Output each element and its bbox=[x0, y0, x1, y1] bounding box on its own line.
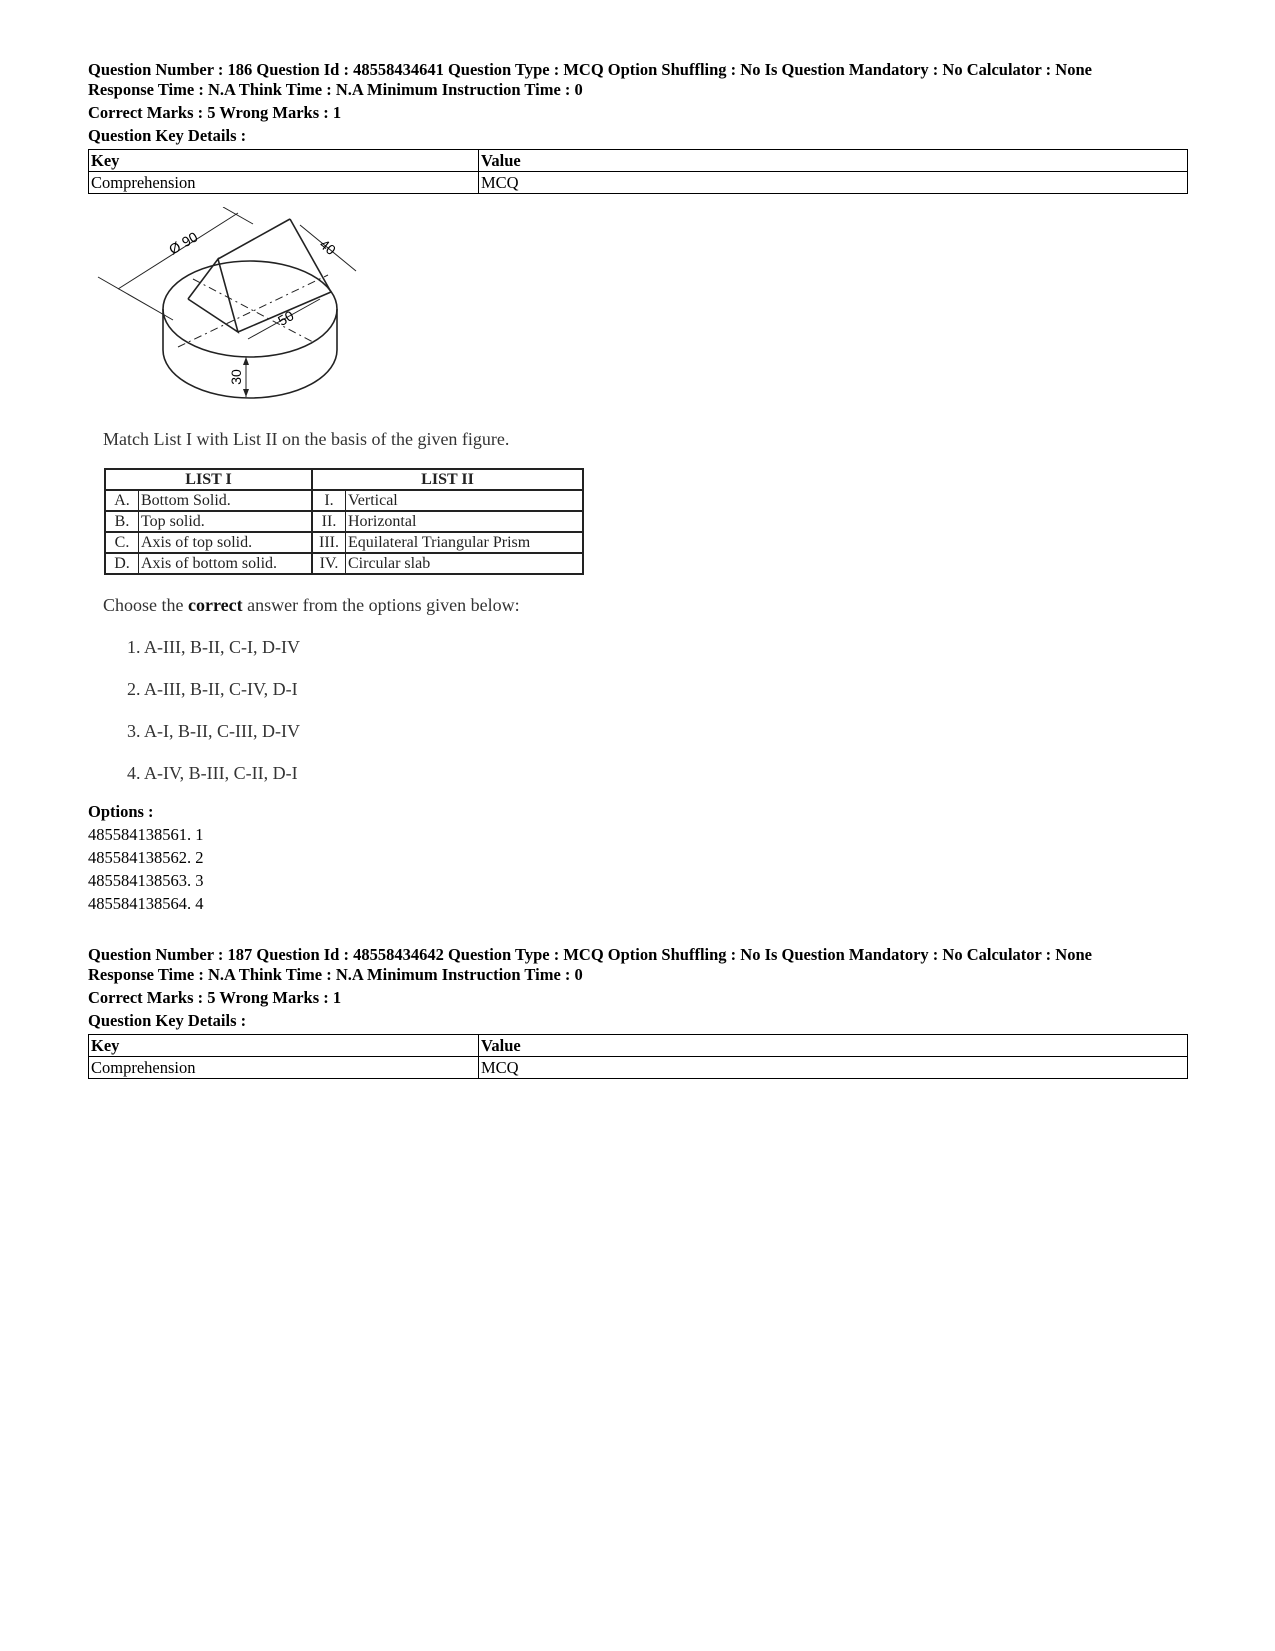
row-key: Comprehension bbox=[89, 172, 479, 194]
extension-line-left bbox=[98, 277, 173, 320]
marks-line: Correct Marks : 5 Wrong Marks : 1 bbox=[88, 988, 342, 1007]
match-instruction: Match List I with List II on the basis of the given figure. bbox=[103, 429, 510, 449]
arrow-head-icon bbox=[243, 357, 249, 365]
table-row bbox=[105, 553, 583, 574]
table-row bbox=[89, 172, 1188, 194]
col-value-header: Value bbox=[479, 150, 1188, 172]
cylinder-prism-drawing bbox=[88, 207, 388, 417]
list1-item: Top solid. bbox=[139, 511, 313, 532]
extension-line-top bbox=[223, 207, 253, 224]
question-header-line1: Question Number : 186 Question Id : 48558434641 Question Type : MCQ Option Shuffling : No Is Question Mandatory : No Calculator : None bbox=[88, 60, 1092, 79]
dim-diameter-label: Ø 90 bbox=[166, 228, 201, 258]
question-header-line2: Response Time : N.A Think Time : N.A Minimum Instruction Time : 0 bbox=[88, 965, 583, 984]
option-item: 485584138564. 4 bbox=[88, 894, 204, 913]
option-item: 485584138561. 1 bbox=[88, 825, 204, 844]
list2-numeral: II. bbox=[312, 511, 346, 532]
question-186 bbox=[88, 60, 1186, 915]
choose-text-bold: correct bbox=[188, 595, 243, 615]
isometric-figure bbox=[88, 207, 388, 417]
question-187 bbox=[88, 945, 1186, 1079]
marks-line: Correct Marks : 5 Wrong Marks : 1 bbox=[88, 103, 342, 122]
list1-letter: A. bbox=[105, 490, 139, 511]
dim-30-label: 30 bbox=[227, 369, 244, 385]
list2-header: LIST II bbox=[312, 469, 583, 490]
list2-item: Vertical bbox=[346, 490, 584, 511]
list1-letter: B. bbox=[105, 511, 139, 532]
option-item: 485584138563. 3 bbox=[88, 871, 204, 890]
col-value-header: Value bbox=[479, 1035, 1188, 1057]
table-header-row bbox=[89, 150, 1188, 172]
table-header-row bbox=[89, 1035, 1188, 1057]
answer-choice: 3. A-I, B-II, C-III, D-IV bbox=[127, 721, 300, 741]
list2-item: Equilateral Triangular Prism bbox=[346, 532, 584, 553]
match-lists-table bbox=[104, 468, 584, 575]
dim-40-label: 40 bbox=[316, 235, 339, 259]
list1-item: Bottom Solid. bbox=[139, 490, 313, 511]
question-header-line1: Question Number : 187 Question Id : 48558434642 Question Type : MCQ Option Shuffling : No Is Question Mandatory : No Calculator : None bbox=[88, 945, 1092, 964]
list1-item: Axis of top solid. bbox=[139, 532, 313, 553]
dim-50-label: 50 bbox=[275, 307, 297, 329]
table-row bbox=[105, 532, 583, 553]
answer-choice: 2. A-III, B-II, C-IV, D-I bbox=[127, 679, 298, 699]
choose-instruction bbox=[103, 595, 1186, 616]
arrow-head-icon bbox=[243, 389, 249, 397]
col-key-header: Key bbox=[89, 150, 479, 172]
prism-top-edge bbox=[218, 219, 290, 259]
row-value: MCQ bbox=[479, 1057, 1188, 1079]
list1-letter: D. bbox=[105, 553, 139, 574]
table-row bbox=[105, 490, 583, 511]
key-details-title: Question Key Details : bbox=[88, 126, 247, 145]
table-row bbox=[89, 1057, 1188, 1079]
question-header-line2: Response Time : N.A Think Time : N.A Minimum Instruction Time : 0 bbox=[88, 80, 583, 99]
table-row bbox=[105, 511, 583, 532]
choose-text-pre: Choose the bbox=[103, 595, 188, 615]
list1-item: Axis of bottom solid. bbox=[139, 553, 313, 574]
document-page bbox=[88, 60, 1186, 1079]
answer-choice: 1. A-III, B-II, C-I, D-IV bbox=[127, 637, 300, 657]
key-details-title: Question Key Details : bbox=[88, 1011, 247, 1030]
col-key-header: Key bbox=[89, 1035, 479, 1057]
list2-numeral: III. bbox=[312, 532, 346, 553]
option-item: 485584138562. 2 bbox=[88, 848, 204, 867]
row-value: MCQ bbox=[479, 172, 1188, 194]
list1-header: LIST I bbox=[105, 469, 312, 490]
choose-text-post: answer from the options given below: bbox=[242, 595, 520, 615]
key-details-table bbox=[88, 149, 1188, 194]
list2-numeral: I. bbox=[312, 490, 346, 511]
list2-item: Horizontal bbox=[346, 511, 584, 532]
answer-choice: 4. A-IV, B-III, C-II, D-I bbox=[127, 763, 298, 783]
row-key: Comprehension bbox=[89, 1057, 479, 1079]
list2-numeral: IV. bbox=[312, 553, 346, 574]
lists-header-row bbox=[105, 469, 583, 490]
key-details-table bbox=[88, 1034, 1188, 1079]
list2-item: Circular slab bbox=[346, 553, 584, 574]
list1-letter: C. bbox=[105, 532, 139, 553]
center-line-2 bbox=[193, 279, 313, 342]
options-title: Options : bbox=[88, 802, 154, 821]
cylinder-top-ellipse bbox=[163, 261, 337, 357]
prism-front-face bbox=[188, 259, 238, 332]
